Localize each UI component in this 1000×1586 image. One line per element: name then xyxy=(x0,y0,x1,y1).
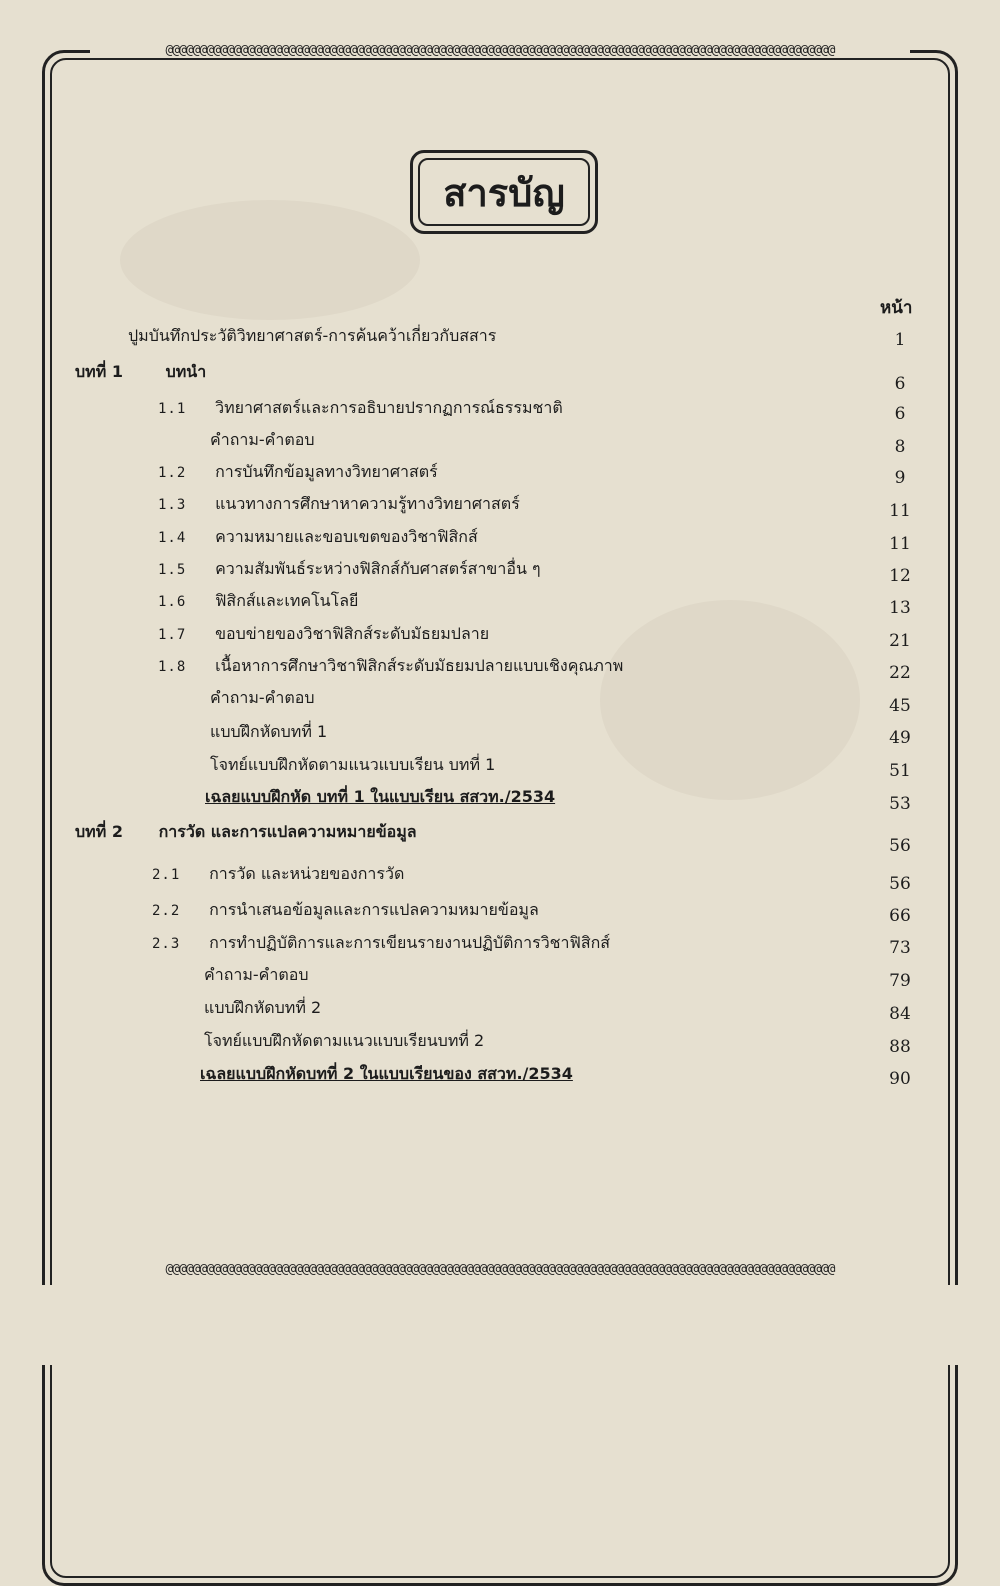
entry-text: โจทย์แบบฝึกหัดตามแนวแบบเรียน บทที่ 1 xyxy=(210,755,496,774)
page-column-header: หน้า xyxy=(880,298,913,318)
entry-text: ความสัมพันธ์ระหว่างฟิสิกส์กับศาสตร์สาขาอื่น ๆ xyxy=(215,559,541,578)
frame-ornament-bottom: @@@@@@@@@@@@@@@@@@@@@@@@@@@@@@@@@@@@@@@@@@@@@@@@@@@@@@@@@@@@@@@@@@@@@@@@@@@@@@@@@@@@@@@@@@@@@@@@@@ xyxy=(90,1263,910,1277)
section-number: 2.1 xyxy=(152,867,181,883)
entry-page: 22 xyxy=(889,663,911,683)
toc-entry xyxy=(158,589,358,614)
entry-text: แบบฝึกหัดบทที่ 2 xyxy=(204,998,322,1017)
entry-text: ขอบข่ายของวิชาฟิสิกส์ระดับมัธยมปลาย xyxy=(215,624,490,643)
toc-entry xyxy=(158,492,520,517)
toc-entry xyxy=(204,1029,484,1054)
section-number: 1.3 xyxy=(158,497,187,513)
section-number: 1.6 xyxy=(158,594,187,610)
entry-text: การบันทึกข้อมูลทางวิทยาศาสตร์ xyxy=(215,462,438,481)
entry-page: 6 xyxy=(894,404,906,424)
entry-page: 11 xyxy=(889,501,911,521)
entry-page: 51 xyxy=(889,761,911,781)
entry-text: เฉลยแบบฝึกหัดบทที่ 2 ในแบบเรียนของ สสวท./2534 xyxy=(200,1064,573,1083)
entry-text: โจทย์แบบฝึกหัดตามแนวแบบเรียนบทที่ 2 xyxy=(204,1031,485,1050)
entry-text: เฉลยแบบฝึกหัด บทที่ 1 ในแบบเรียน สสวท./2534 xyxy=(205,787,556,806)
frame-ornament-top: @@@@@@@@@@@@@@@@@@@@@@@@@@@@@@@@@@@@@@@@@@@@@@@@@@@@@@@@@@@@@@@@@@@@@@@@@@@@@@@@@@@@@@@@@@@@@@@@@@ xyxy=(90,44,910,58)
toc-entry xyxy=(204,963,309,988)
entry-page: 56 xyxy=(889,836,911,856)
entry-text: ปูมบันทึกประวัติวิทยาศาสตร์-การค้นคว้าเกี่ยวกับสสาร xyxy=(128,326,497,345)
entry-page: 8 xyxy=(894,437,906,457)
toc-entry xyxy=(152,898,539,923)
entry-text: บทนำ xyxy=(165,362,207,381)
chapter-number: บทที่ 1 xyxy=(75,362,123,381)
section-number: 1.8 xyxy=(158,659,187,675)
entry-text: การวัด และหน่วยของการวัด xyxy=(209,864,405,883)
entry-page: 12 xyxy=(889,566,911,586)
entry-page: 6 xyxy=(894,374,906,394)
toc-entry xyxy=(158,525,478,550)
entry-text: เนื้อหาการศึกษาวิชาฟิสิกส์ระดับมัธยมปลายแบบเชิงคุณภาพ xyxy=(215,656,624,675)
toc-entry xyxy=(200,1062,573,1087)
section-number: 1.7 xyxy=(158,627,187,643)
chapter-entry xyxy=(75,820,417,845)
page-bottom-margin xyxy=(0,1285,1000,1365)
toc-entry xyxy=(158,622,489,647)
toc-entry xyxy=(152,862,404,887)
section-number: 1.5 xyxy=(158,562,187,578)
section-number: 1.1 xyxy=(158,401,187,417)
entry-page: 1 xyxy=(894,330,906,350)
entry-text: ฟิสิกส์และเทคโนโลยี xyxy=(215,591,359,610)
entry-page: 90 xyxy=(889,1069,911,1089)
entry-text: แบบฝึกหัดบทที่ 1 xyxy=(210,722,328,741)
entry-page: 88 xyxy=(889,1037,911,1057)
toc-entry xyxy=(158,654,623,679)
entry-text: การนำเสนอข้อมูลและการแปลความหมายข้อมูล xyxy=(209,900,539,919)
entry-page: 13 xyxy=(889,598,911,618)
toc-entry xyxy=(210,428,315,453)
entry-page: 79 xyxy=(889,971,911,991)
entry-page: 11 xyxy=(889,534,911,554)
entry-page: 45 xyxy=(889,696,911,716)
section-number: 1.4 xyxy=(158,530,187,546)
toc-entry xyxy=(158,460,438,485)
chapter-number: บทที่ 2 xyxy=(75,822,123,841)
entry-text: การวัด และการแปลความหมายข้อมูล xyxy=(158,822,417,841)
entry-text: การทำปฏิบัติการและการเขียนรายงานปฏิบัติการวิชาฟิสิกส์ xyxy=(209,933,611,952)
toc-entry xyxy=(128,324,496,349)
section-number: 2.3 xyxy=(152,936,181,952)
entry-text: วิทยาศาสตร์และการอธิบายปรากฏการณ์ธรรมชาติ xyxy=(215,398,563,417)
toc-entry xyxy=(158,557,541,582)
entry-text: แนวทางการศึกษาหาความรู้ทางวิทยาศาสตร์ xyxy=(215,494,520,513)
toc-entry xyxy=(205,785,555,810)
toc-entry xyxy=(210,720,327,745)
entry-page: 21 xyxy=(889,631,911,651)
entry-text: คำถาม-คำตอบ xyxy=(204,965,309,984)
entry-page: 84 xyxy=(889,1004,911,1024)
section-number: 1.2 xyxy=(158,465,187,481)
entry-text: คำถาม-คำตอบ xyxy=(210,430,315,449)
entry-text: ความหมายและขอบเขตของวิชาฟิสิกส์ xyxy=(215,527,478,546)
toc-entry xyxy=(210,753,495,778)
chapter-entry xyxy=(75,360,206,385)
toc-entry xyxy=(158,396,563,421)
entry-page: 53 xyxy=(889,794,911,814)
section-number: 2.2 xyxy=(152,903,181,919)
toc-entry xyxy=(152,931,610,956)
entry-page: 73 xyxy=(889,938,911,958)
toc-entry xyxy=(210,686,315,711)
page-title: สารบัญ xyxy=(418,158,590,226)
entry-text: คำถาม-คำตอบ xyxy=(210,688,315,707)
entry-page: 56 xyxy=(889,874,911,894)
entry-page: 49 xyxy=(889,728,911,748)
entry-page: 66 xyxy=(889,906,911,926)
toc-entry xyxy=(204,996,321,1021)
entry-page: 9 xyxy=(894,468,906,488)
